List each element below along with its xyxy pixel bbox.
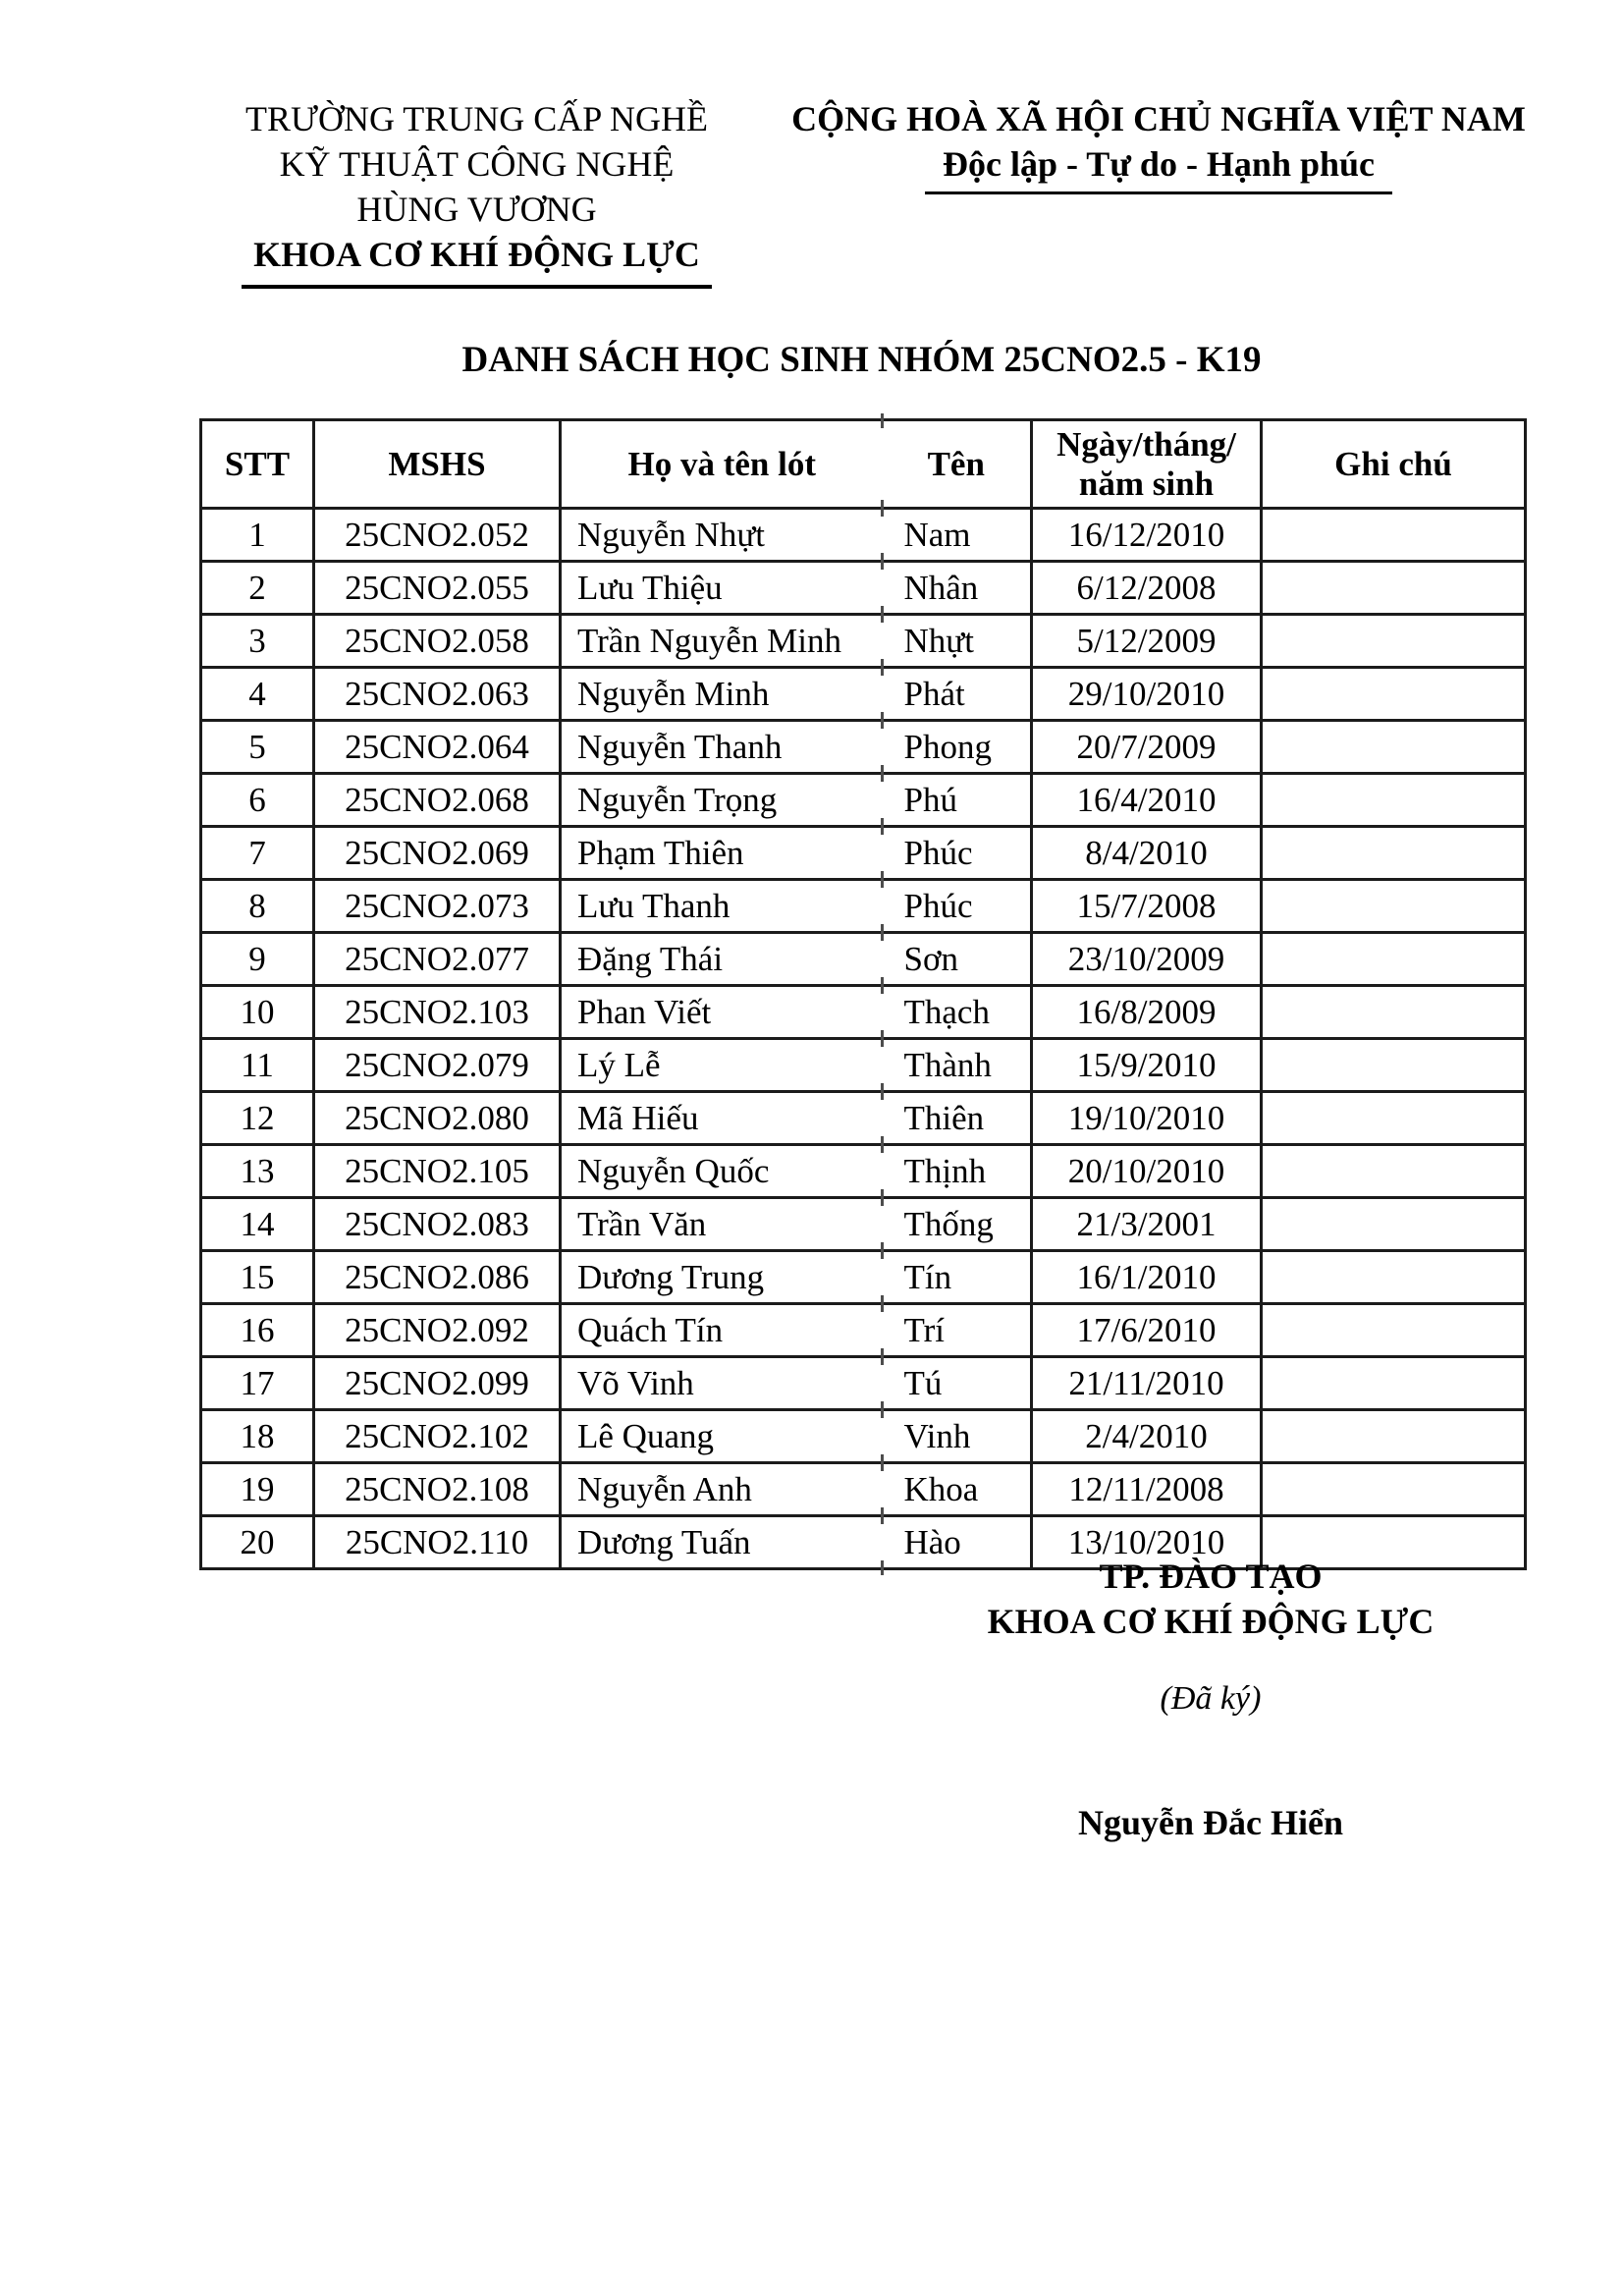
cell-ghichu [1262, 562, 1526, 615]
cell-ghichu [1262, 986, 1526, 1039]
cell-stt: 17 [201, 1357, 314, 1410]
table-header-row [201, 420, 1526, 509]
cell-birthdate: 23/10/2009 [1032, 933, 1262, 986]
cell-stt: 14 [201, 1198, 314, 1251]
cell-stt: 18 [201, 1410, 314, 1463]
col-header-birthdate-line1: Ngày/tháng/ [1056, 424, 1236, 464]
cell-stt: 2 [201, 562, 314, 615]
school-name-line3: HÙNG VƯƠNG [356, 190, 597, 229]
cell-holot: Dương Tuấn [561, 1516, 883, 1569]
cell-ten: Tín [883, 1251, 1032, 1304]
school-name-line2: KỸ THUẬT CÔNG NGHỆ [279, 144, 675, 184]
cell-stt: 8 [201, 880, 314, 933]
cell-birthdate: 19/10/2010 [1032, 1092, 1262, 1145]
cell-ghichu [1262, 1410, 1526, 1463]
table-row [201, 1039, 1526, 1092]
cell-holot: Lý Lễ [561, 1039, 883, 1092]
cell-stt: 13 [201, 1145, 314, 1198]
cell-ghichu [1262, 1251, 1526, 1304]
cell-holot: Nguyễn Thanh [561, 721, 883, 774]
table-row [201, 1145, 1526, 1198]
table-row [201, 1092, 1526, 1145]
cell-mshs: 25CNO2.064 [314, 721, 561, 774]
cell-ghichu [1262, 774, 1526, 827]
national-motto-line [785, 141, 1532, 194]
cell-ten: Vinh [883, 1410, 1032, 1463]
cell-holot: Dương Trung [561, 1251, 883, 1304]
table-row [201, 1410, 1526, 1463]
cell-holot: Trần Văn [561, 1198, 883, 1251]
cell-mshs: 25CNO2.103 [314, 986, 561, 1039]
table-row [201, 1304, 1526, 1357]
cell-stt: 15 [201, 1251, 314, 1304]
cell-birthdate: 12/11/2008 [1032, 1463, 1262, 1516]
table-row [201, 774, 1526, 827]
col-header-birthdate [1032, 420, 1262, 509]
cell-mshs: 25CNO2.055 [314, 562, 561, 615]
cell-ghichu [1262, 933, 1526, 986]
cell-mshs: 25CNO2.079 [314, 1039, 561, 1092]
cell-holot: Đặng Thái [561, 933, 883, 986]
signer-name: Nguyễn Đắc Hiển [1078, 1803, 1343, 1842]
cell-holot: Lưu Thiệu [561, 562, 883, 615]
cell-birthdate: 8/4/2010 [1032, 827, 1262, 880]
cell-birthdate: 6/12/2008 [1032, 562, 1262, 615]
cell-ten: Phúc [883, 880, 1032, 933]
cell-ghichu [1262, 1039, 1526, 1092]
cell-ten: Trí [883, 1304, 1032, 1357]
cell-ten: Thạch [883, 986, 1032, 1039]
table-row [201, 827, 1526, 880]
cell-mshs: 25CNO2.083 [314, 1198, 561, 1251]
cell-ghichu [1262, 1145, 1526, 1198]
cell-holot: Mã Hiếu [561, 1092, 883, 1145]
cell-mshs: 25CNO2.092 [314, 1304, 561, 1357]
cell-stt: 3 [201, 615, 314, 668]
cell-holot: Quách Tín [561, 1304, 883, 1357]
cell-birthdate: 16/8/2009 [1032, 986, 1262, 1039]
table-row [201, 880, 1526, 933]
cell-holot: Nguyễn Trọng [561, 774, 883, 827]
cell-ten: Thống [883, 1198, 1032, 1251]
cell-holot: Võ Vinh [561, 1357, 883, 1410]
cell-holot: Phan Viết [561, 986, 883, 1039]
table-row [201, 1251, 1526, 1304]
cell-stt: 9 [201, 933, 314, 986]
cell-mshs: 25CNO2.077 [314, 933, 561, 986]
table-header [201, 420, 1526, 509]
table-row [201, 668, 1526, 721]
table-row [201, 933, 1526, 986]
col-header-ghichu: Ghi chú [1262, 420, 1526, 509]
signed-note: (Đã ký) [1160, 1680, 1262, 1717]
cell-ten: Tú [883, 1357, 1032, 1410]
cell-ten: Thịnh [883, 1145, 1032, 1198]
cell-birthdate: 29/10/2010 [1032, 668, 1262, 721]
signature-block [887, 1554, 1535, 1844]
cell-ten: Thiên [883, 1092, 1032, 1145]
cell-ten: Nhân [883, 562, 1032, 615]
national-motto: Độc lập - Tự do - Hạnh phúc [925, 141, 1392, 194]
cell-birthdate: 20/7/2009 [1032, 721, 1262, 774]
cell-birthdate: 16/1/2010 [1032, 1251, 1262, 1304]
cell-ten: Khoa [883, 1463, 1032, 1516]
cell-stt: 11 [201, 1039, 314, 1092]
cell-ten: Thành [883, 1039, 1032, 1092]
table-row [201, 509, 1526, 562]
signature-dept-line1: TP. ĐÀO TẠO [1099, 1557, 1323, 1596]
cell-mshs: 25CNO2.080 [314, 1092, 561, 1145]
cell-mshs: 25CNO2.073 [314, 880, 561, 933]
cell-mshs: 25CNO2.069 [314, 827, 561, 880]
cell-ten: Hào [883, 1516, 1032, 1569]
cell-holot: Nguyễn Anh [561, 1463, 883, 1516]
cell-mshs: 25CNO2.068 [314, 774, 561, 827]
cell-birthdate: 16/12/2010 [1032, 509, 1262, 562]
table-row [201, 1357, 1526, 1410]
cell-ghichu [1262, 827, 1526, 880]
cell-birthdate: 17/6/2010 [1032, 1304, 1262, 1357]
department-name: KHOA CƠ KHÍ ĐỘNG LỰC [242, 232, 712, 289]
cell-birthdate: 5/12/2009 [1032, 615, 1262, 668]
cell-birthdate: 13/10/2010 [1032, 1516, 1262, 1569]
cell-ghichu [1262, 615, 1526, 668]
cell-holot: Lê Quang [561, 1410, 883, 1463]
cell-mshs: 25CNO2.063 [314, 668, 561, 721]
national-title: CỘNG HOÀ XÃ HỘI CHỦ NGHĨA VIỆT NAM [791, 99, 1526, 138]
cell-birthdate: 16/4/2010 [1032, 774, 1262, 827]
cell-stt: 1 [201, 509, 314, 562]
cell-stt: 7 [201, 827, 314, 880]
cell-birthdate: 15/7/2008 [1032, 880, 1262, 933]
cell-stt: 16 [201, 1304, 314, 1357]
department-line [199, 232, 754, 289]
cell-mshs: 25CNO2.099 [314, 1357, 561, 1410]
cell-ten: Phong [883, 721, 1032, 774]
cell-stt: 20 [201, 1516, 314, 1569]
cell-ghichu [1262, 1357, 1526, 1410]
cell-mshs: 25CNO2.052 [314, 509, 561, 562]
cell-holot: Phạm Thiên [561, 827, 883, 880]
school-name-line1: TRƯỜNG TRUNG CẤP NGHỀ [245, 99, 708, 138]
col-header-holot: Họ và tên lót [561, 420, 883, 509]
cell-mshs: 25CNO2.105 [314, 1145, 561, 1198]
cell-holot: Trần Nguyễn Minh [561, 615, 883, 668]
cell-ghichu [1262, 1463, 1526, 1516]
cell-ten: Phúc [883, 827, 1032, 880]
cell-ghichu [1262, 1198, 1526, 1251]
table-row [201, 1463, 1526, 1516]
col-header-ten: Tên [883, 420, 1032, 509]
cell-mshs: 25CNO2.108 [314, 1463, 561, 1516]
cell-birthdate: 2/4/2010 [1032, 1410, 1262, 1463]
cell-ten: Phát [883, 668, 1032, 721]
cell-ten: Phú [883, 774, 1032, 827]
table-row [201, 721, 1526, 774]
page-title: DANH SÁCH HỌC SINH NHÓM 25CNO2.5 - K19 [461, 340, 1262, 380]
cell-ghichu [1262, 668, 1526, 721]
cell-mshs: 25CNO2.058 [314, 615, 561, 668]
cell-birthdate: 15/9/2010 [1032, 1039, 1262, 1092]
cell-birthdate: 20/10/2010 [1032, 1145, 1262, 1198]
cell-stt: 4 [201, 668, 314, 721]
cell-birthdate: 21/11/2010 [1032, 1357, 1262, 1410]
cell-ghichu [1262, 509, 1526, 562]
cell-stt: 5 [201, 721, 314, 774]
cell-ghichu [1262, 721, 1526, 774]
cell-ten: Sơn [883, 933, 1032, 986]
col-header-stt: STT [201, 420, 314, 509]
col-header-birthdate-line2: năm sinh [1078, 464, 1215, 503]
cell-ten: Nhựt [883, 615, 1032, 668]
table-row [201, 1198, 1526, 1251]
cell-holot: Lưu Thanh [561, 880, 883, 933]
table-row [201, 562, 1526, 615]
student-roster-table [199, 418, 1527, 1570]
cell-holot: Nguyễn Minh [561, 668, 883, 721]
cell-ten: Nam [883, 509, 1032, 562]
cell-stt: 10 [201, 986, 314, 1039]
cell-ghichu [1262, 1092, 1526, 1145]
cell-holot: Nguyễn Quốc [561, 1145, 883, 1198]
table-body [201, 509, 1526, 1569]
cell-ghichu [1262, 880, 1526, 933]
col-header-mshs: MSHS [314, 420, 561, 509]
cell-mshs: 25CNO2.102 [314, 1410, 561, 1463]
table-row [201, 986, 1526, 1039]
cell-stt: 19 [201, 1463, 314, 1516]
cell-stt: 12 [201, 1092, 314, 1145]
cell-ghichu [1262, 1304, 1526, 1357]
cell-stt: 6 [201, 774, 314, 827]
national-letterhead [785, 96, 1532, 194]
table-row [201, 615, 1526, 668]
cell-birthdate: 21/3/2001 [1032, 1198, 1262, 1251]
cell-mshs: 25CNO2.086 [314, 1251, 561, 1304]
cell-mshs: 25CNO2.110 [314, 1516, 561, 1569]
signature-dept-line2: KHOA CƠ KHÍ ĐỘNG LỰC [987, 1602, 1435, 1641]
school-letterhead [199, 96, 754, 289]
cell-holot: Nguyễn Nhựt [561, 509, 883, 562]
